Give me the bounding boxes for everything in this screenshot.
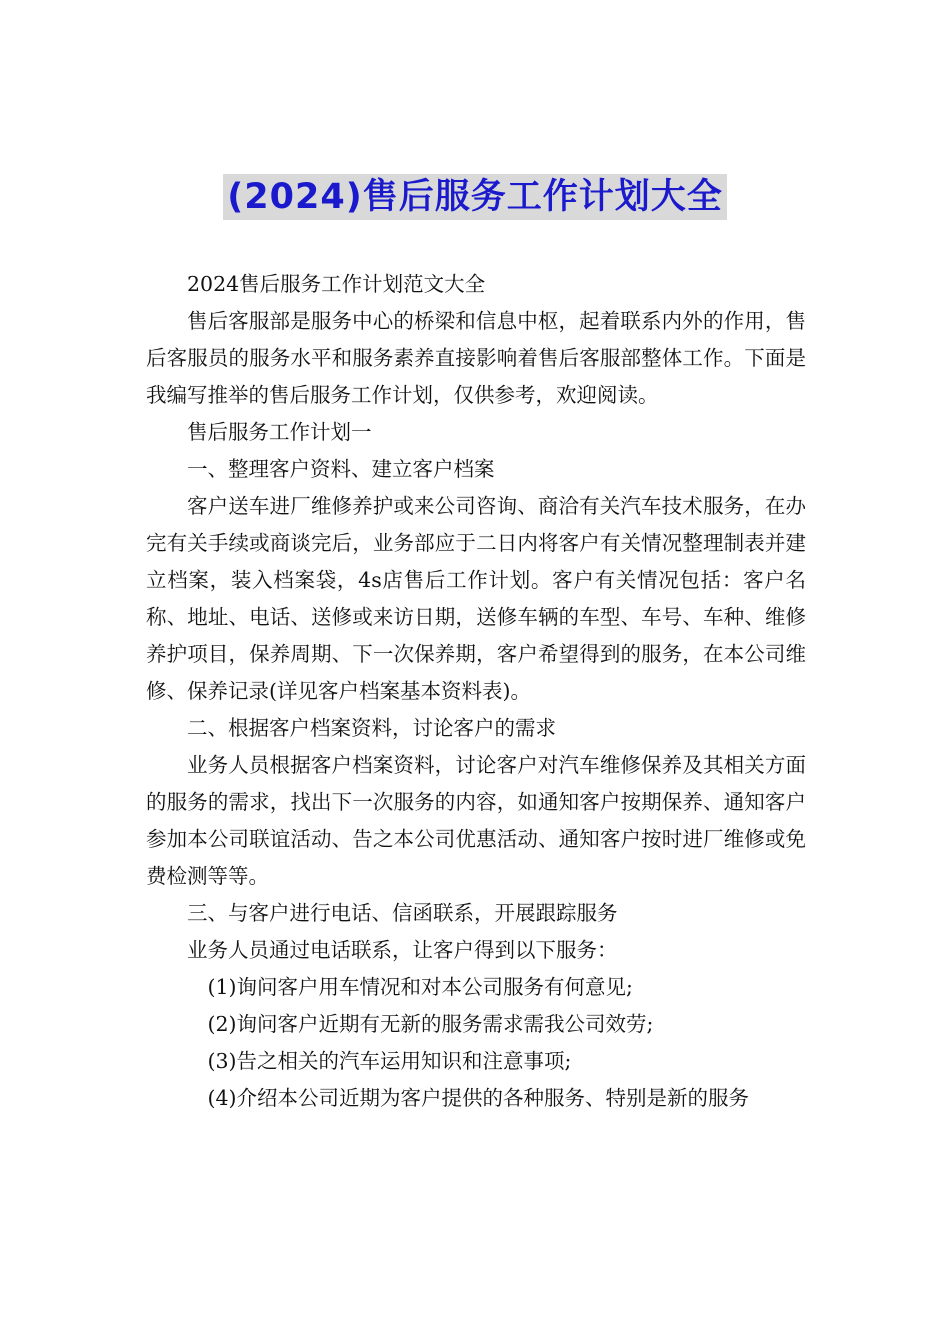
list-item: (2)询问客户近期有无新的服务需求需我公司效劳; (207, 1012, 654, 1036)
section-heading-1: 一、整理客户资料、建立客户档案 (187, 457, 495, 481)
document-title: (2024)售后服务工作计划大全 (223, 174, 726, 220)
subtitle-paragraph: 2024售后服务工作计划范文大全 (187, 272, 486, 296)
section-body-1: 客户送车进厂维修养护或来公司咨询、商洽有关汽车技术服务，在办完有关手续或商谈完后，业务部应于二日内将客户有关情况整理制表并建立档案，装入档案袋，4s店售后工作计划。客户有关情况包括：客户名称、地址、电话、送修或来访日期，送修车辆的车型、车号、车种、维修养护项目，保养周期、下一次保养期，客户希望得到的服务，在本公司维修、保养记录(详见客户档案基本资料表)。 (146, 494, 806, 703)
list-item: (1)询问客户用车情况和对本公司服务有何意见; (207, 975, 633, 999)
document-body (146, 266, 806, 1117)
section-body-2: 业务人员根据客户档案资料，讨论客户对汽车维修保养及其相关方面的服务的需求，找出下一次服务的内容，如通知客户按期保养、通知客户参加本公司联谊活动、告之本公司优惠活动、通知客户按时进厂维修或免费检测等等。 (146, 753, 806, 888)
section-body-3: 业务人员通过电话联系，让客户得到以下服务： (187, 938, 618, 962)
list-item: (3)告之相关的汽车运用知识和注意事项; (207, 1049, 572, 1073)
intro-paragraph: 售后客服部是服务中心的桥梁和信息中枢，起着联系内外的作用，售后客服员的服务水平和服务素养直接影响着售后客服部整体工作。下面是我编写推举的售后服务工作计划，仅供参考，欢迎阅读。 (146, 309, 806, 407)
title-container (0, 174, 950, 220)
section-heading-3: 三、与客户进行电话、信函联系，开展跟踪服务 (187, 901, 618, 925)
section-heading-2: 二、根据客户档案资料，讨论客户的需求 (187, 716, 556, 740)
plan-heading: 售后服务工作计划一 (187, 420, 372, 444)
list-item: (4)介绍本公司近期为客户提供的各种服务、特别是新的服务 (207, 1086, 750, 1110)
